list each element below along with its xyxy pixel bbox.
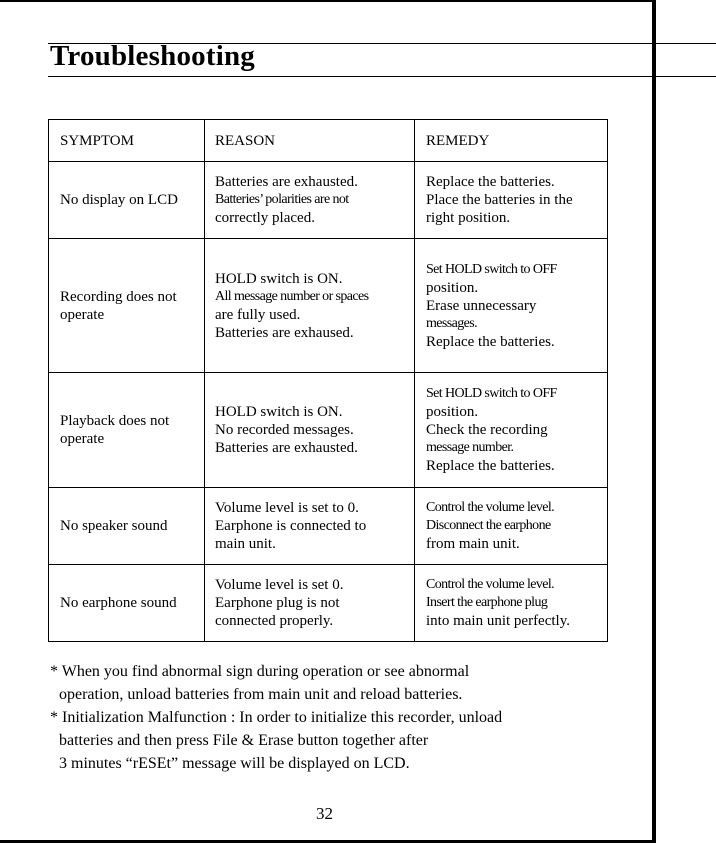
symptom-cell bbox=[49, 239, 205, 373]
remedy-text: Disconnect the earphone bbox=[426, 518, 551, 533]
footnote-line: * When you find abnormal sign during operation or see abnormal bbox=[50, 663, 470, 680]
remedy-text: Set HOLD switch to OFF bbox=[426, 386, 557, 401]
page-number: 32 bbox=[316, 804, 333, 823]
symptom-cell bbox=[49, 565, 205, 642]
remedy-text: Replace the batteries. bbox=[426, 458, 555, 474]
reason-text: HOLD switch is ON. bbox=[215, 270, 343, 287]
remedy-text: position. bbox=[426, 279, 479, 296]
symptom-cell bbox=[49, 373, 205, 488]
symptom-text: Playback does not bbox=[60, 413, 170, 429]
reason-text: Batteries’ polarities are not bbox=[215, 192, 349, 207]
table-header-row bbox=[49, 120, 608, 162]
remedy-cell bbox=[415, 488, 608, 565]
remedy-text: Set HOLD switch to OFF bbox=[426, 261, 557, 277]
remedy-text: messages. bbox=[426, 315, 477, 331]
footnote-line: batteries and then press File & Erase button together after bbox=[59, 732, 429, 749]
reason-text: Earphone plug is not bbox=[215, 595, 340, 611]
title-rule-bottom bbox=[48, 76, 716, 77]
table-row bbox=[49, 239, 608, 373]
footnote-line: * Initialization Malfunction : In order to initialize this recorder, unload bbox=[50, 709, 503, 726]
remedy-text: from main unit. bbox=[426, 536, 520, 552]
remedy-text: right position. bbox=[426, 210, 511, 226]
symptom-text: No display on LCD bbox=[60, 192, 178, 208]
reason-cell bbox=[205, 162, 415, 239]
table-row bbox=[49, 373, 608, 488]
table-row bbox=[49, 162, 608, 239]
reason-text: Batteries are exhaused. bbox=[215, 324, 354, 341]
reason-text: correctly placed. bbox=[215, 210, 315, 226]
reason-cell bbox=[205, 565, 415, 642]
remedy-cell bbox=[415, 373, 608, 488]
header-reason: REASON bbox=[205, 120, 415, 162]
reason-text: All message number or spaces bbox=[215, 288, 369, 304]
reason-cell bbox=[205, 373, 415, 488]
table-row bbox=[49, 488, 608, 565]
symptom-cell bbox=[49, 488, 205, 565]
reason-text: HOLD switch is ON. bbox=[215, 404, 343, 420]
page-frame-right bbox=[652, 0, 656, 842]
reason-text: Batteries are exhausted. bbox=[215, 440, 358, 456]
remedy-cell bbox=[415, 162, 608, 239]
footnote-line: operation, unload batteries from main unit and reload batteries. bbox=[59, 686, 463, 703]
symptom-text: Recording does not bbox=[60, 288, 177, 305]
remedy-text: Control the volume level. bbox=[426, 500, 555, 515]
reason-text: Earphone is connected to bbox=[215, 518, 367, 534]
reason-text: Volume level is set 0. bbox=[215, 577, 344, 593]
remedy-cell bbox=[415, 565, 608, 642]
remedy-text: Erase unnecessary bbox=[426, 297, 537, 314]
symptom-text: No earphone sound bbox=[60, 595, 177, 611]
remedy-text: Control the volume level. bbox=[426, 577, 555, 592]
troubleshooting-table bbox=[48, 119, 608, 642]
symptom-text: operate bbox=[60, 306, 105, 323]
page-frame-top bbox=[0, 0, 656, 2]
remedy-text: Check the recording bbox=[426, 422, 548, 438]
symptom-cell bbox=[49, 162, 205, 239]
remedy-text: Insert the earphone plug bbox=[426, 595, 548, 610]
header-remedy: REMEDY bbox=[415, 120, 608, 162]
remedy-text: Place the batteries in the bbox=[426, 192, 573, 208]
reason-text: Batteries are exhausted. bbox=[215, 174, 358, 190]
header-symptom: SYMPTOM bbox=[49, 120, 205, 162]
reason-text: Volume level is set to 0. bbox=[215, 500, 359, 516]
reason-text: main unit. bbox=[215, 536, 276, 552]
table-row bbox=[49, 565, 608, 642]
remedy-cell bbox=[415, 239, 608, 373]
remedy-text: into main unit perfectly. bbox=[426, 613, 570, 629]
remedy-text: position. bbox=[426, 404, 479, 420]
remedy-text: Replace the batteries. bbox=[426, 333, 555, 350]
footnotes bbox=[50, 660, 650, 775]
remedy-text: message number. bbox=[426, 440, 514, 455]
reason-text: No recorded messages. bbox=[215, 422, 354, 438]
symptom-text: No speaker sound bbox=[60, 518, 168, 534]
footnote-line: 3 minutes “rESEt” message will be displayed on LCD. bbox=[59, 755, 410, 772]
symptom-text: operate bbox=[60, 431, 105, 447]
page-title: Troubleshooting bbox=[50, 40, 255, 72]
reason-cell bbox=[205, 488, 415, 565]
page-frame-bottom bbox=[0, 840, 656, 843]
reason-cell bbox=[205, 239, 415, 373]
reason-text: connected properly. bbox=[215, 613, 334, 629]
reason-text: are fully used. bbox=[215, 306, 301, 323]
remedy-text: Replace the batteries. bbox=[426, 174, 555, 190]
